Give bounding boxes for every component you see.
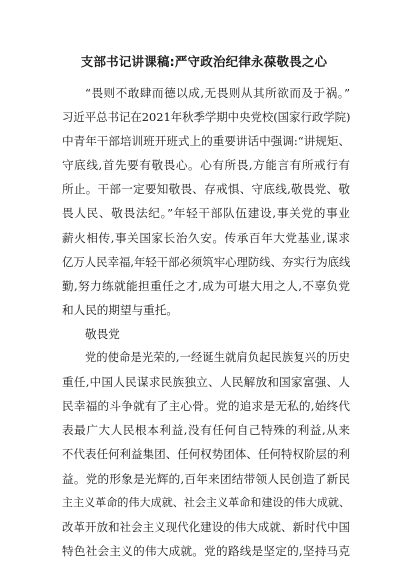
text-line: 不代表任何利益集团、任何权势团体、任何特权阶层的利 xyxy=(62,447,350,462)
section-heading: 敬畏党 xyxy=(85,326,120,341)
text-line: 勤,努力练就能担重任之才,成为可堪大用之人,不辜负党 xyxy=(62,278,350,293)
text-line: 中青年干部培训班开班式上的重要讲话中强调:“讲规矩、 xyxy=(62,134,351,149)
text-line: 畏人民、敬畏法纪。”年轻干部队伍建设,事关党的事业 xyxy=(62,206,350,221)
text-line: 所止。干部一定要知敬畏、存戒惧、守底线,敬畏党、敬 xyxy=(62,182,350,197)
text-line: 亿万人民幸福,年轻干部必须筑牢心理防线、夯实行为底线 xyxy=(62,254,351,269)
text-line: 特色社会主义的伟大成就。党的路线是坚定的,坚持马克 xyxy=(62,543,350,558)
text-line: 改革开放和社会主义现代化建设的伟大成就、新时代中国 xyxy=(62,519,350,534)
text-line: 党的使命是光荣的,一经诞生就肩负起民族复兴的历史 xyxy=(85,351,350,365)
text-line: “畏则不敢肆而德以成,无畏则从其所欲而及于祸。” xyxy=(85,86,350,100)
document-title: 支部书记讲课稿:严守政治纪律永葆敬畏之心 xyxy=(80,54,328,69)
document-body xyxy=(62,81,350,563)
text-line: 习近平总书记在2021年秋季学期中央党校(国家行政学院) xyxy=(62,110,351,125)
text-line: 民幸福的斗争就有了主心骨。党的追求是无私的,始终代 xyxy=(62,399,350,414)
text-line: 薪火相传,事关国家长治久安。传承百年大党基业,谋求 xyxy=(62,230,350,245)
text-line: 重任,中国人民谋求民族独立、人民解放和国家富强、人 xyxy=(62,375,350,390)
text-line: 主主义革命的伟大成就、社会主义革命和建设的伟大成就、 xyxy=(62,495,350,509)
text-line: 表最广大人民根本利益,没有任何自己特殊的利益,从来 xyxy=(62,423,350,438)
text-line: 守底线,首先要有敬畏心。心有所畏,方能言有所戒行有 xyxy=(62,158,350,173)
text-line: 益。党的形象是光辉的,百年来团结带领人民创造了新民 xyxy=(62,471,350,486)
text-line: 和人民的期望与重托。 xyxy=(62,302,178,317)
